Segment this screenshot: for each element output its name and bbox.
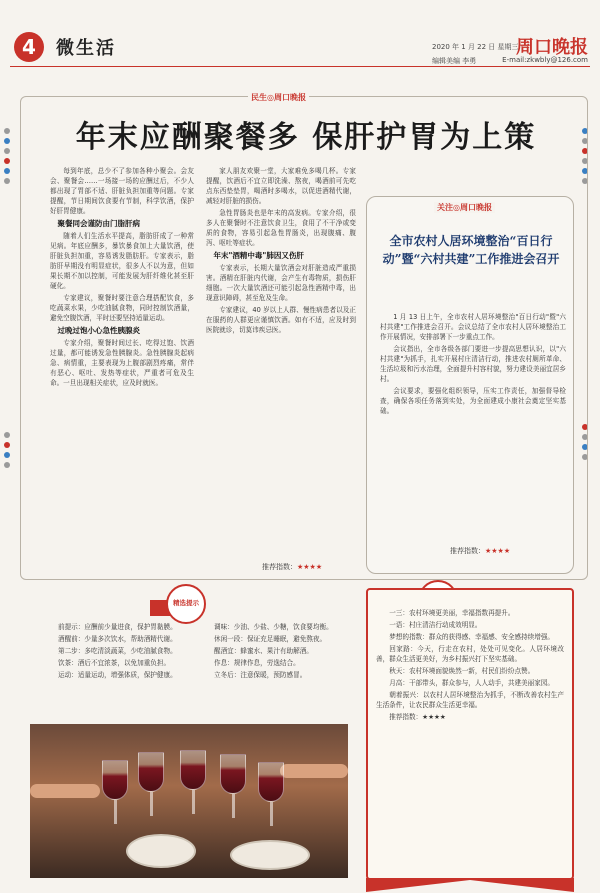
article-paragraph: 每到年底，总少不了参加各种小聚会。会友会、聚餐会……一场接一场的应酬过后，不少人都出现了胃部不适、肝脏负担加重等问题。专家提醒，节日期间饮食要有节制，科学饮酒，保护好肝胃健康。 bbox=[50, 167, 194, 215]
article-paragraph: 专家介绍，聚餐时间过长、吃得过饱、饮酒过量，都可能诱发急性胰腺炎。急性胰腺炎起病急、病情重，主要表现为上腹部剧烈疼痛，常伴有恶心、呕吐、发热等症状，严重者可危及生命。一旦出现相关症状，应及时就医。 bbox=[50, 339, 194, 387]
page-header bbox=[0, 0, 600, 70]
sidebar-kicker: 关注◎周口晚报 bbox=[434, 202, 495, 213]
issue-date: 2020 年 1 月 22 日 星期三 bbox=[432, 43, 519, 51]
page-number: 4 bbox=[14, 32, 44, 62]
scroll-line: 一三：农村环境更美丽，幸福指数再提升。 bbox=[389, 609, 515, 617]
article-paragraph: 急性胃肠炎也是年末的高发病。专家介绍，很多人在聚餐时不注意饮食卫生，食用了不干净或变质的食物，容易引起急性胃肠炎，出现腹痛、腹泻、呕吐等症状。 bbox=[206, 209, 356, 247]
food-plate bbox=[126, 834, 196, 868]
article-paragraph: 专家建议，聚餐时要注意合理搭配饮食，多吃蔬菜水果，少吃油腻食物，同时控制饮酒量，避免空腹饮酒，平时还要坚持适量运动。 bbox=[50, 294, 194, 322]
scroll-line: 月高：干部带头，群众参与，人人动手，共建美丽家园。 bbox=[389, 679, 555, 687]
article-column-1 bbox=[50, 166, 194, 576]
scroll-line: 一语：村庄清洁行动成效明显。 bbox=[389, 621, 482, 629]
tip-item: 调味：少油、少盐、少糖，饮食要均衡。 bbox=[214, 623, 333, 631]
scroll-line: 朝着振兴：以农村人居环境整治为抓手，不断改善农村生产生活条件，让农民群众生活更幸福。 bbox=[376, 691, 564, 709]
issue-email: E-mail:zkwbly@126.com bbox=[502, 56, 588, 64]
scroll-bottom-edge bbox=[366, 878, 574, 892]
wine-glass bbox=[258, 762, 284, 802]
hand bbox=[30, 784, 100, 798]
sidebar-rating bbox=[450, 546, 510, 556]
scroll-line: 梦想的指数：群众的获得感、幸福感、安全感持续增强。 bbox=[389, 633, 555, 641]
sidebar-headline: 全市农村人居环境整治“百日行动”暨“六村共建”工作推进会召开 bbox=[382, 234, 560, 266]
tips-column-middle bbox=[214, 622, 358, 726]
header-rule bbox=[10, 66, 590, 67]
wine-glass bbox=[102, 760, 128, 800]
scroll-line: 回家路：今天，行走在农村，处处可见变化。人居环境改善，群众生活更美好，为乡村振兴打下坚实基础。 bbox=[376, 645, 564, 663]
scroll-text bbox=[376, 608, 564, 872]
wine-glass-stem bbox=[192, 790, 195, 814]
wine-glass-stem bbox=[114, 800, 117, 824]
recommend-rating bbox=[262, 562, 322, 572]
article-column-2 bbox=[206, 166, 356, 576]
tip-item: 饮茶：酒后不宜浓茶，以免加重负担。 bbox=[58, 659, 171, 667]
rating-stars: ★★★★ bbox=[297, 563, 323, 571]
hand bbox=[280, 764, 348, 778]
wine-glass-stem bbox=[232, 794, 235, 818]
toast-photo bbox=[30, 724, 348, 878]
main-headline: 年末应酬聚餐多 保肝护胃为上策 bbox=[75, 120, 537, 155]
sidebar-paragraph: 会议指出，全市各级各部门要进一步提高思想认识，以"六村共建"为抓手，扎实开展村庄清洁行动，推进农村厕所革命、生活垃圾和污水治理，全面提升村容村貌，努力建设美丽宜居乡村。 bbox=[380, 345, 566, 383]
wine-glass-stem bbox=[270, 802, 273, 826]
sidebar-rating-stars: ★★★★ bbox=[485, 547, 511, 555]
tips-badge-left bbox=[166, 584, 206, 624]
badge-label: 精选提示 bbox=[173, 599, 199, 607]
wine-glass-stem bbox=[150, 792, 153, 816]
article-paragraph: 专家表示，长期大量饮酒会对肝脏造成严重损害。酒精在肝脏内代谢，会产生有毒物质，损伤肝细胞。一次大量饮酒还可能引起急性酒精中毒，出现意识障碍，甚至危及生命。 bbox=[206, 264, 356, 302]
tip-item: 作息：规律作息，劳逸结合。 bbox=[214, 659, 300, 667]
issue-editors: 编辑美编 李勇 bbox=[432, 57, 477, 65]
tip-item: 运动：适量运动，增强体质，保护健康。 bbox=[58, 671, 177, 679]
tip-item: 立冬后：注意保暖，预防感冒。 bbox=[214, 671, 307, 679]
wine-glass bbox=[138, 752, 164, 792]
rating-label: 推荐指数： bbox=[262, 563, 297, 571]
tip-item: 前提示：应酬前少量进食，保护胃黏膜。 bbox=[58, 623, 177, 631]
sidebar-body bbox=[380, 312, 566, 542]
decor-dots-left bbox=[4, 128, 18, 188]
main-kicker: 民生◎周口晚报 bbox=[248, 92, 309, 103]
food-plate bbox=[230, 840, 310, 870]
tip-item: 第二步：多吃清淡蔬菜，少吃油腻食物。 bbox=[58, 647, 177, 655]
tip-item: 休闲一段：保证充足睡眠，避免熬夜。 bbox=[214, 635, 327, 643]
tips-column-left bbox=[58, 622, 198, 726]
sidebar-rating-label: 推荐指数： bbox=[450, 547, 485, 555]
scroll-line: 秋天：农村环境面貌焕然一新，村民们纷纷点赞。 bbox=[389, 667, 535, 675]
masthead: 周口晚报 bbox=[516, 37, 588, 58]
wine-glass bbox=[180, 750, 206, 790]
section-title: 微生活 bbox=[56, 38, 116, 59]
wine-glass bbox=[220, 754, 246, 794]
tip-item: 醒酒宜：蜂蜜水、果汁有助解酒。 bbox=[214, 647, 313, 655]
sidebar-paragraph: 会议要求，要强化组织领导，压实工作责任，加强督导检查，确保各项任务落到实处，为全面建成小康社会奠定坚实基础。 bbox=[380, 387, 566, 415]
article-subhead: 聚餐同会谨防由门脂肝病 bbox=[57, 219, 140, 228]
article-paragraph: 家人朋友欢聚一堂，大家难免多喝几杯。专家提醒，饮酒后不宜立即洗澡、熬夜，喝酒前可先吃点东西垫垫胃，喝酒时多喝水，以促进酒精代谢，减轻对肝脏的损伤。 bbox=[206, 167, 356, 205]
article-paragraph: 随着人们生活水平提高，脂肪肝成了一种常见病。年底应酬多，暴饮暴食加上大量饮酒，使肝脏负担加重，容易诱发脂肪肝。专家表示，脂肪肝早期没有明显症状，很多人不以为意，但如果长期不加以控制，可能发展为肝纤维化甚至肝硬化。 bbox=[50, 232, 194, 290]
article-subhead: 年末"酒精中毒"肺因又伤肝 bbox=[213, 251, 304, 260]
sidebar-paragraph: 1 月 13 日上午，全市农村人居环境整治"百日行动"暨"六村共建"工作推进会召开。会议总结了全市农村人居环境整治工作开展情况，安排部署下一步重点工作。 bbox=[380, 313, 566, 341]
article-subhead: 过晚过饱小心急性胰腺炎 bbox=[57, 326, 140, 335]
tip-item: 酒醒前：少量多次饮水，帮助酒精代谢。 bbox=[58, 635, 177, 643]
scroll-line: 推荐指数：★★★★ bbox=[389, 713, 446, 721]
decor-dots-left-lower bbox=[4, 432, 18, 472]
article-paragraph: 专家建议，40 岁以上人群、慢性病患者以及正在服药的人群更应谨慎饮酒。如有不适，应及时到医院就诊，切莫讳疾忌医。 bbox=[206, 306, 356, 334]
